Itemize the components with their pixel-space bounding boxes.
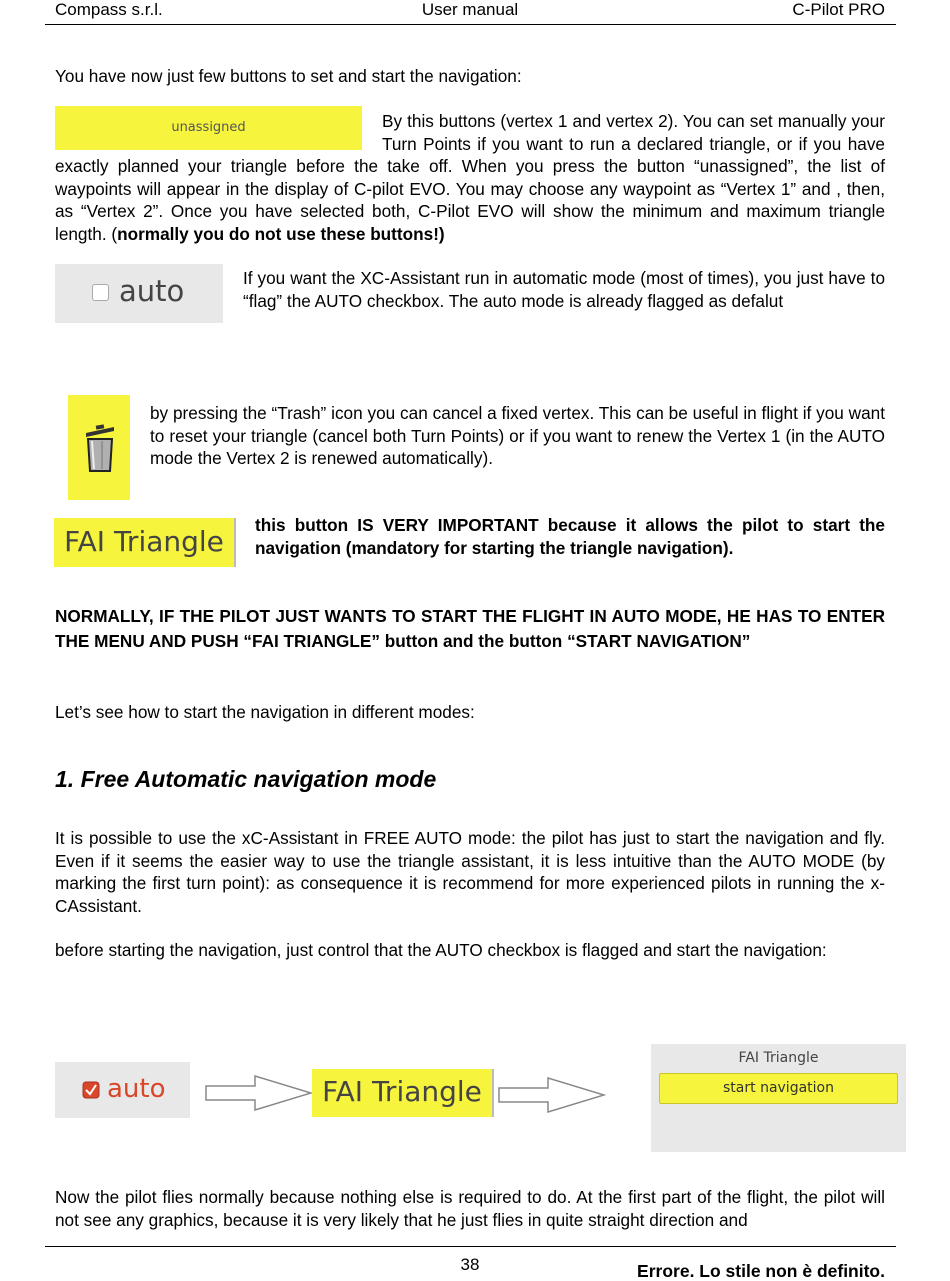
arrow-right-icon <box>498 1076 606 1114</box>
checkbox-icon[interactable] <box>92 284 109 301</box>
flow-fai-triangle-button[interactable]: FAI Triangle <box>312 1069 494 1117</box>
start-navigation-panel <box>651 1044 906 1152</box>
float-spacer <box>55 110 382 154</box>
unassigned-description <box>55 110 885 245</box>
checked-checkbox-icon[interactable] <box>82 1081 100 1099</box>
start-navigation-button[interactable]: start navigation <box>659 1073 898 1104</box>
panel-title: FAI Triangle <box>738 1050 819 1066</box>
footer-error-text: Errore. Lo stile non è definito. <box>637 1261 885 1281</box>
flow-auto-label: auto <box>107 1074 166 1104</box>
trash-description: by pressing the “Trash” icon you can cancel a fixed vertex. This can be useful in flight if you want to reset your triangle (cancel both Turn Points) or if you want to renew the Vertex 1 (in the AUTO mode the Vertex 2 is renewed automatically). <box>150 403 885 468</box>
unassigned-warning: normally you do not use these buttons!) <box>117 223 445 244</box>
flow-auto-checkbox[interactable] <box>55 1062 190 1118</box>
header-product: C-Pilot PRO <box>792 0 885 19</box>
paragraph-free-auto: It is possible to use the xC-Assistant in FREE AUTO mode: the pilot has just to start the navigation and fly. Even if it seems the easier way to use the triangle assistant, it is less intuitive than the AUTO MODE (by marking the first turn point): as consequence it is recommend for more experienced pilots in running the x-CAssistant. <box>55 828 885 916</box>
normally-note: NORMALLY, IF THE PILOT JUST WANTS TO START THE FLIGHT IN AUTO MODE, HE HAS TO ENTER THE MENU AND PUSH “FAI TRIANGLE” button and the button “START NAVIGATION” <box>55 606 885 651</box>
header-company: Compass s.r.l. <box>55 0 163 19</box>
footer-rule <box>45 1246 896 1247</box>
auto-checkbox-image[interactable] <box>55 264 223 323</box>
unassigned-text: By this buttons (vertex 1 and vertex 2). You can set manually your Turn Points if you want to run a declared triangle, or if you have exactly planned your triangle before the take off. When you press the button “unassigned”, the list of waypoints will appear in the display of C-pilot EVO. You may choose any waypoint as “Vertex 1” and , then, as “Vertex 2”. Once you have selected both, C-Pilot EVO will show the minimum and maximum triangle length. ( <box>55 111 885 244</box>
page-number: 38 <box>460 1255 480 1274</box>
trash-icon <box>82 421 118 475</box>
arrow-right-icon <box>205 1074 313 1112</box>
fai-description: this button IS VERY IMPORTANT because it allows the pilot to start the navigation (mandatory for starting the triangle navigation). <box>255 515 885 558</box>
section-heading: 1. Free Automatic navigation mode <box>55 766 437 792</box>
trash-button[interactable] <box>68 395 130 500</box>
header-doc-type: User manual <box>421 0 519 19</box>
fai-triangle-button[interactable]: FAI Triangle <box>54 518 236 567</box>
intro-text: You have now just few buttons to set and start the navigation: <box>55 66 522 86</box>
paragraph-flight: Now the pilot flies normally because nothing else is required to do. At the first part of the flight, the pilot will not see any graphics, because it is very likely that he just flies in quite straight direction and <box>55 1187 885 1230</box>
header-rule <box>45 24 896 25</box>
lets-see-text: Let’s see how to start the navigation in different modes: <box>55 702 475 722</box>
paragraph-before-start: before starting the navigation, just control that the AUTO checkbox is flagged and start the navigation: <box>55 940 827 960</box>
auto-description: If you want the XC-Assistant run in automatic mode (most of times), you just have to “flag” the AUTO checkbox. The auto mode is already flagged as defalut <box>243 268 885 311</box>
auto-checkbox-label: auto <box>119 274 185 308</box>
unassigned-button[interactable]: unassigned <box>55 106 362 150</box>
